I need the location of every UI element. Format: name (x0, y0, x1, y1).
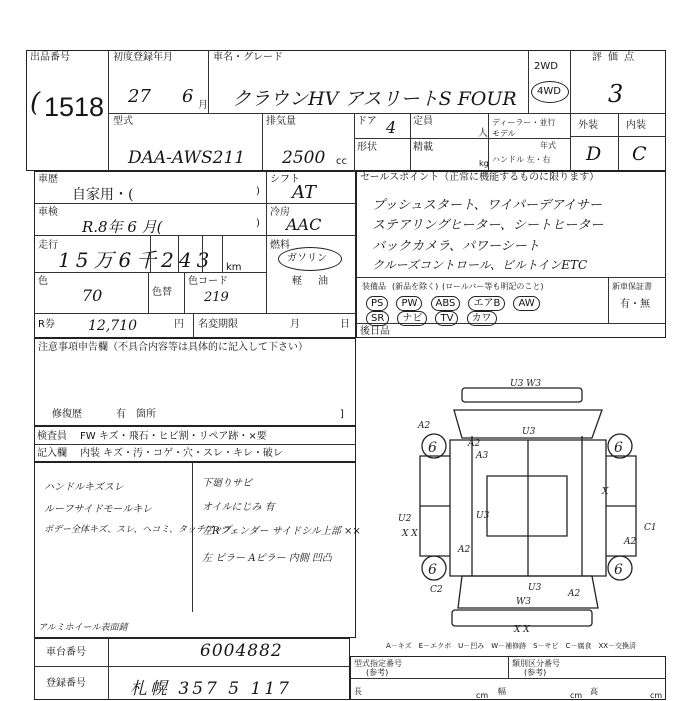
mileage-value: 15万6千243 (58, 248, 215, 272)
vehicle-damage-diagram (392, 376, 664, 638)
inspector-line-2: 内装 キズ・汚・コゲ・穴・スレ・キレ・破レ (80, 448, 283, 459)
length-unit: cm (476, 691, 489, 700)
plate-value: 札幌 357 5 117 (130, 679, 292, 699)
lot-label: 出品番号 (30, 52, 70, 63)
mark-8: X X (402, 529, 418, 539)
remark-left-2: ルーフサイドモールキレ (44, 504, 153, 515)
damage-legend: A－キズ E－エクボ U－凹み W－補修跡 S－サビ C－腐食 XX－交換済 (386, 642, 637, 650)
remark-bottom: アルミホイール表面錆 (38, 623, 128, 633)
notes-heading: 注意事項申告欄（不具合内容等は具体的に記入して下さい） (38, 342, 308, 353)
chassis-value: 6004882 (200, 641, 283, 661)
mark-2: A2 (418, 421, 431, 431)
equipment-row-2 (366, 306, 500, 326)
fuel-gas-circle (278, 247, 342, 271)
remark-right-4: 左 ピラー Aピラー 内側 凹凸 (202, 553, 332, 564)
equip-abs: ABS (431, 296, 461, 311)
history-label: 車歴 (38, 174, 58, 185)
equip-leather: カワ (467, 311, 497, 326)
mileage-unit: km (226, 262, 242, 273)
interior-label: 内装 (626, 120, 646, 131)
mark-6: U3 (476, 511, 490, 521)
drive-4wd-circle (531, 81, 569, 103)
class-label: 類別区分番号 (512, 659, 560, 668)
drive-2wd: 2WD (534, 61, 558, 72)
shift-value: AT (292, 182, 317, 203)
fine-label: 精載 (413, 142, 433, 153)
score-label: 評価点 (592, 52, 640, 63)
ac-label: 冷房 (270, 207, 290, 218)
repair-place: 箇所 (136, 409, 156, 420)
displacement-label: 排気量 (266, 116, 296, 127)
equipment-label: 装備品 (362, 282, 386, 291)
fuel-gas: ガソリン (287, 253, 327, 264)
color-change-label: 色替 (152, 287, 172, 298)
handle-label: ハンドル 左・右 (492, 155, 551, 164)
lot-bracket: ( (30, 88, 41, 118)
name-change-label: 名変期限 (198, 319, 238, 330)
mark-4: A3 (476, 451, 489, 461)
model-value: DAA-AWS211 (128, 148, 246, 168)
mark-0: U3 W3 (510, 379, 542, 389)
tyre-rl-value: 6 (428, 562, 437, 578)
selling-line-3: バックカメラ、パワーシート (372, 239, 540, 254)
doors-value: 4 (386, 118, 397, 137)
selling-points-heading: セールスポイント（正常に機能するものに限ります） (360, 172, 600, 183)
plate-label: 登録番号 (46, 678, 86, 689)
year-label: 年式 (540, 141, 556, 150)
mark-1: U3 (522, 427, 536, 437)
mileage-label: 走行 (38, 240, 58, 251)
mark-12: C2 (430, 585, 443, 595)
length-label: 長 (354, 687, 362, 696)
size-label: 型式指定番号 (354, 659, 402, 668)
ac-value: AAC (286, 215, 322, 234)
fuel-light: 軽 (292, 276, 302, 287)
recycle-label: R券 (38, 319, 55, 330)
inspection-value: R.8年 6 月( (82, 218, 163, 236)
equipment-note-2: (ロールバー等も明記のこと) (442, 282, 544, 291)
remark-right-3: 左Rフェンダー サイドシル上部 ×× (202, 526, 361, 537)
close-paren-2: ) (256, 218, 260, 229)
mark-14: W3 (516, 597, 531, 607)
recycle-value: 12,710 (88, 318, 137, 334)
mark-9: X (602, 487, 609, 497)
lot-number: 1518 (44, 92, 105, 122)
width-label: 幅 (498, 687, 506, 696)
capacity-label: 定員 (413, 116, 433, 127)
model-label: 型式 (113, 116, 133, 127)
repair-bracket: ] (340, 409, 344, 420)
tyre-fr-value: 6 (614, 440, 623, 456)
entry-label: 記入欄 (37, 448, 67, 459)
shift-label: シフト (270, 174, 300, 185)
displacement-value: 2500 (282, 148, 326, 168)
close-paren: ) (256, 186, 260, 197)
color-label: 色 (38, 276, 48, 287)
month-unit: 月 (198, 100, 208, 111)
equipment-note: (新品を除く) (392, 282, 439, 291)
mark-10: A2 (458, 545, 471, 555)
selling-line-2: ステアリングヒーター、シートヒーター (372, 218, 604, 233)
mark-13: U3 (528, 583, 542, 593)
chassis-label: 車台番号 (46, 647, 86, 658)
repair-value: 有 (116, 409, 126, 420)
weight-unit: kg (479, 159, 489, 168)
equip-ps: PS (366, 296, 388, 311)
warranty-value: 有・無 (620, 299, 650, 310)
dealer-label: ディーラー・並行 (492, 118, 556, 127)
reg-year: 27 (128, 86, 151, 107)
selling-line-4: クルーズコントロール、ビルトインETC (372, 258, 588, 272)
equip-sr: SR (366, 311, 389, 326)
mark-3: A2 (468, 439, 481, 449)
inspector-label: 検査員 (37, 431, 67, 442)
mark-15: A2 (568, 589, 581, 599)
first-reg-label: 初度登録年月 (113, 52, 173, 63)
equip-navi: ナビ (397, 311, 427, 326)
color-value: 70 (82, 286, 103, 305)
exterior-label: 外装 (578, 120, 598, 131)
model-year-label: モデル (492, 129, 516, 138)
mark-16: X X (514, 625, 530, 635)
remark-left-1: ハンドルキズスレ (44, 482, 124, 493)
height-label: 高 (590, 687, 598, 696)
displacement-unit: cc (336, 156, 347, 167)
score-value: 3 (608, 80, 624, 108)
selling-line-1: プッシュスタート、ワイパーデアイサー (372, 198, 602, 213)
height-unit: cm (650, 691, 663, 700)
reg-month: 6 (182, 86, 194, 107)
equip-aw: AW (513, 296, 539, 311)
repair-label: 修復歴 (52, 409, 82, 420)
shape-label: 形状 (357, 142, 377, 153)
equip-tv: TV (435, 311, 458, 326)
car-name: クラウンHV アスリートS FOUR (232, 88, 517, 110)
mark-7: C1 (644, 523, 657, 533)
size-sub: (参考) (366, 668, 389, 677)
name-change-month: 月 (290, 319, 300, 330)
capacity-unit: 人 (478, 128, 488, 139)
equip-airbag: エアB (468, 296, 505, 311)
inspection-label: 車検 (38, 207, 58, 218)
mark-5: U2 (398, 514, 412, 524)
inspector-line-1: FW キズ・飛石・ヒビ割・リペア跡・×要 (80, 431, 267, 442)
remark-right-1: 下廻りサビ (202, 478, 252, 489)
color-code-value: 219 (204, 290, 229, 305)
name-grade-label: 車名・グレード (213, 52, 283, 63)
tyre-fl-value: 6 (428, 440, 437, 456)
width-unit: cm (570, 691, 583, 700)
history-value: 自家用・( (72, 187, 134, 203)
interior-grade: C (632, 143, 647, 165)
name-change-day: 日 (340, 319, 350, 330)
fuel-oil: 油 (318, 276, 328, 287)
exterior-grade: D (586, 143, 602, 165)
rear-seat-label: 後日品 (360, 326, 390, 337)
new-warranty-label: 新車保証書 (612, 282, 652, 291)
equip-pw: PW (396, 296, 422, 311)
drive-4wd: 4WD (537, 86, 561, 97)
recycle-unit: 円 (174, 319, 184, 330)
color-code-label: 色コード (188, 276, 228, 287)
mark-11: A2 (624, 537, 637, 547)
doors-label: ドア (357, 116, 377, 127)
class-sub: (参考) (524, 668, 547, 677)
fuel-label: 燃料 (270, 240, 290, 251)
remark-right-2: オイルにじみ 有 (202, 502, 275, 513)
tyre-rr-value: 6 (614, 562, 623, 578)
remark-left-3: ボデー全体キズ、スレ、ヘコミ、タッチアップ (44, 525, 232, 535)
